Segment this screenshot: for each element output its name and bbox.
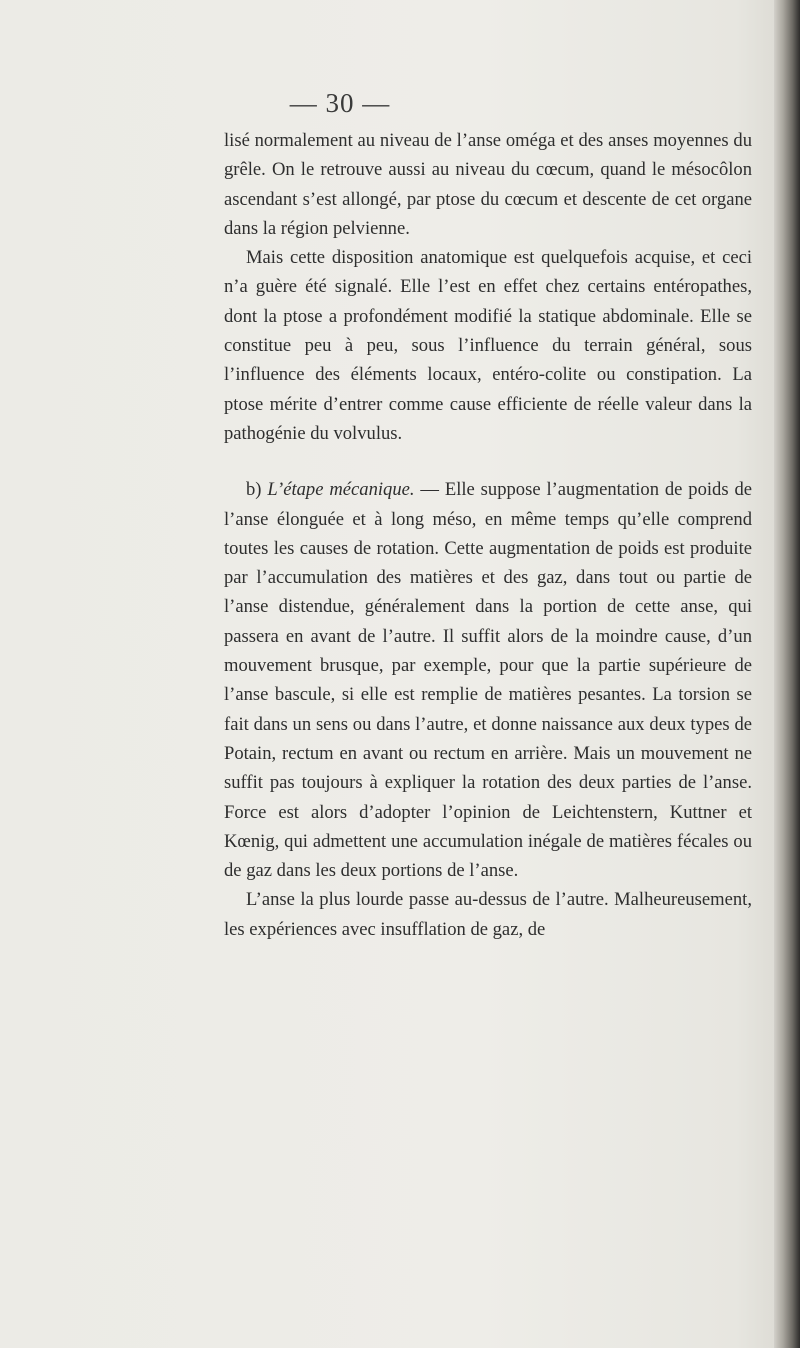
paragraph-continuation: lisé normalement au niveau de l’anse oméga et des anses moyennes du grêle. On le retrouve aussi au niveau du cœcum, quand le mésocôlon ascendant s’est allongé, par ptose du cœcum et descente de cet organe dans la région pelvienne. bbox=[224, 130, 752, 239]
section-heading: L’étape mécanique. bbox=[267, 479, 415, 501]
page-number: — 30 — bbox=[289, 88, 391, 118]
paragraph-acquired-disposition: Mais cette disposition anatomique est quelquefois acquise, et ceci n’a guère été signalé. Elle l’est en effet chez certains entéropathes, dont la ptose a profondément modifié la statique abdominale. Elle se constitue peu à peu, sous l’influence du terrain général, sous l’influence des éléments locaux, entéro-colite ou constipation. La ptose mérite d’entrer comme cause efficiente de réelle valeur dans la pathogénie du volvulus. bbox=[224, 247, 752, 444]
book-binding-edge bbox=[774, 0, 800, 1348]
section-text: — Elle suppose l’augmentation de poids de l’anse élonguée et à long méso, en même temps qu’elle comprend toutes les causes de rotation. Cette augmentation de poids est produite par l’accumulation des matières et des gaz, dans tout ou partie de l’anse distendue, généralement dans la portion de cette anse, qui passera en avant de l’autre. Il suffit alors de la moindre cause, d’un mouvement brusque, par exemple, pour que la partie supérieure de l’anse bascule, si elle est remplie de matières pesantes. La torsion se fait dans un sens ou dans l’autre, et donne naissance aux deux types de Potain, rectum en avant ou rectum en arrière. Mais un mouvement ne suffit pas toujours à expliquer la rotation des deux parties de l’anse. Force est alors d’adopter l’opinion de Leichtenstern, Kuttner et Kœnig, qui admettent une accumulation inégale de matières fécales ou de gaz dans les deux portions de l’anse. bbox=[224, 479, 752, 882]
body-text bbox=[224, 126, 752, 944]
paragraph-mechanical-stage bbox=[224, 475, 752, 885]
paragraph-heavier-loop: L’anse la plus lourde passe au-dessus de l’autre. Malheureusement, les expériences avec insufflation de gaz, de bbox=[224, 889, 752, 940]
section-lead: b) bbox=[246, 479, 268, 501]
